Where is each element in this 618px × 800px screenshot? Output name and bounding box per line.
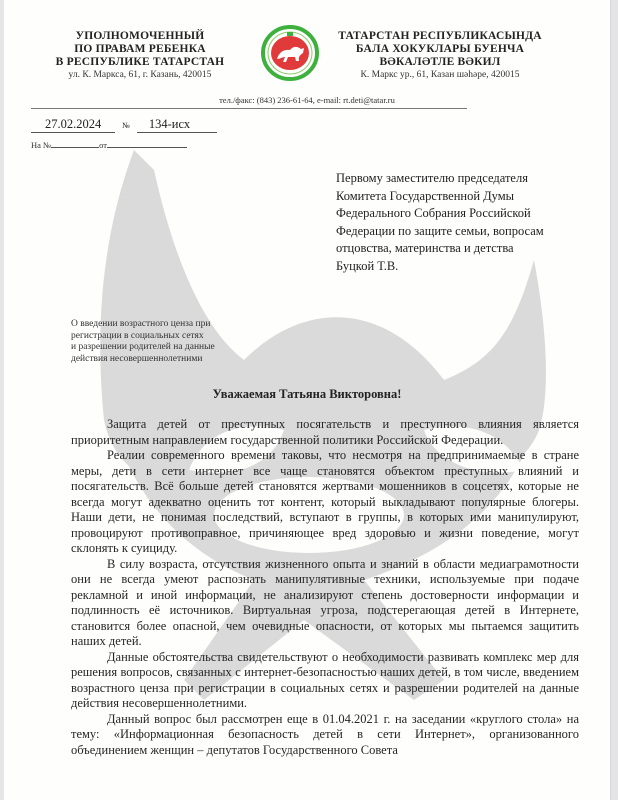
number-label: № [122,121,130,130]
body-paragraph: Данные обстоятельства свидетельствуют о необходимости развивать комплекс мер для решения вопросов, связанных с интернет-безопасностью наших детей, в том числе, введением возрастного ценза при регистрации в социальных сетях и разрешении родителей на данные действия несовершеннолетними. [71,649,579,710]
org-name-line-tatar: ВӘКАЛӘТЛЕ ВӘКИЛ [379,56,501,68]
body-paragraph: Реалии современного времени таковы, что несмотря на предпринимаемые в стране меры, дети в сети интернет все чаще становятся объектом преступных влияний и посягательств. Всё больше детей становятся жертвами мошенников в соцсетях, которые не всегда могут адекватно оценить тот контент, который выкладывают популярные блогеры. Наши дети, не понимая последствий, вступают в группы, в которых ими манипулируют, провоцируют противоправное, причиняющее вред здоровью и жизни поведение, могут склонять к суициду. [71,448,579,555]
org-name-line-tatar: ТАТАРСТАН РЕСПУБЛИКАСЫНДА [338,30,542,42]
document-page [4,0,610,800]
header-right [330,30,550,82]
org-address-tatar: К. Маркс ур., 61, Казан шәһәре, 420015 [360,70,520,80]
org-name-line: В РЕСПУБЛИКЕ ТАТАРСТАН [55,56,225,68]
org-name-line: УПОЛНОМОЧЕННЫЙ [75,30,205,42]
subject-line: регистрации в социальных сетях [71,330,204,341]
reference-from-label: от [99,140,108,150]
subject-line: действия несовершеннолетними [71,354,203,365]
addressee-line: Первому заместителю председателя [336,171,528,185]
outgoing-number: 134-исх [137,117,217,133]
letter-body [71,417,579,758]
org-name-line: ПО ПРАВАМ РЕБЕНКА [74,43,206,55]
addressee-line: Буцкой Т.В. [336,258,399,273]
header-divider [31,108,467,109]
body-paragraph: Защита детей от преступных посягательств и преступного влияния является приоритетным направлением государственной политики Российской Федерации. [71,417,579,447]
addressee-block [336,170,606,275]
addressee-line: Комитета Государственной Думы [336,188,515,203]
contact-info: тел./факс: (843) 236-61-64, e-mail: rt.deti@tatar.ru [219,95,395,105]
reference-line [31,138,187,150]
tatarstan-emblem-icon [260,22,320,82]
page-right-edge [610,0,618,800]
reference-number-blank [51,138,99,148]
addressee-line: Федерального Собрания Российской [336,206,531,220]
addressee-line: отцовства, материнства и детства [336,241,514,255]
org-address: ул. К. Маркса, 61, г. Казань, 420015 [68,70,212,80]
salutation: Уважаемая Татьяна Викторовна! [212,387,402,401]
outgoing-date: 27.02.2024 [31,117,115,133]
registration-line [31,117,217,133]
subject-line: О введении возрастного ценза при [71,319,211,329]
subject-line: и разрешении родителей на данные [71,342,215,353]
header-left [40,30,240,82]
letter-subject [71,319,291,366]
org-name-line-tatar: БАЛА ХОКУКЛАРЫ БУЕНЧА [355,43,525,55]
reference-date-blank [107,138,187,148]
reference-number-label: На № [31,140,52,150]
addressee-line: Федерации по защите семьи, вопросам [336,223,544,238]
body-paragraph: В силу возраста, отсутствия жизненного опыта и знаний в области медиаграмотности они не всегда умеют распознать манипулятивные техники, используемые при подаче рекламной и иной информации, не анализируют степень достоверности информации и подлинность её источников. Виртуальная угроза, подстерегающая детей в Интернете, становится более опасной, чем очевидные опасности, от которых мы пытаемся защитить наших детей. [71,556,579,648]
body-paragraph: Данный вопрос был рассмотрен еще в 01.04.2021 г. на заседании «круглого стола» на тему: «Информационная безопасность детей в сети Интернет», организованного объединением женщин – депутатов Государственного Совета [71,711,579,757]
